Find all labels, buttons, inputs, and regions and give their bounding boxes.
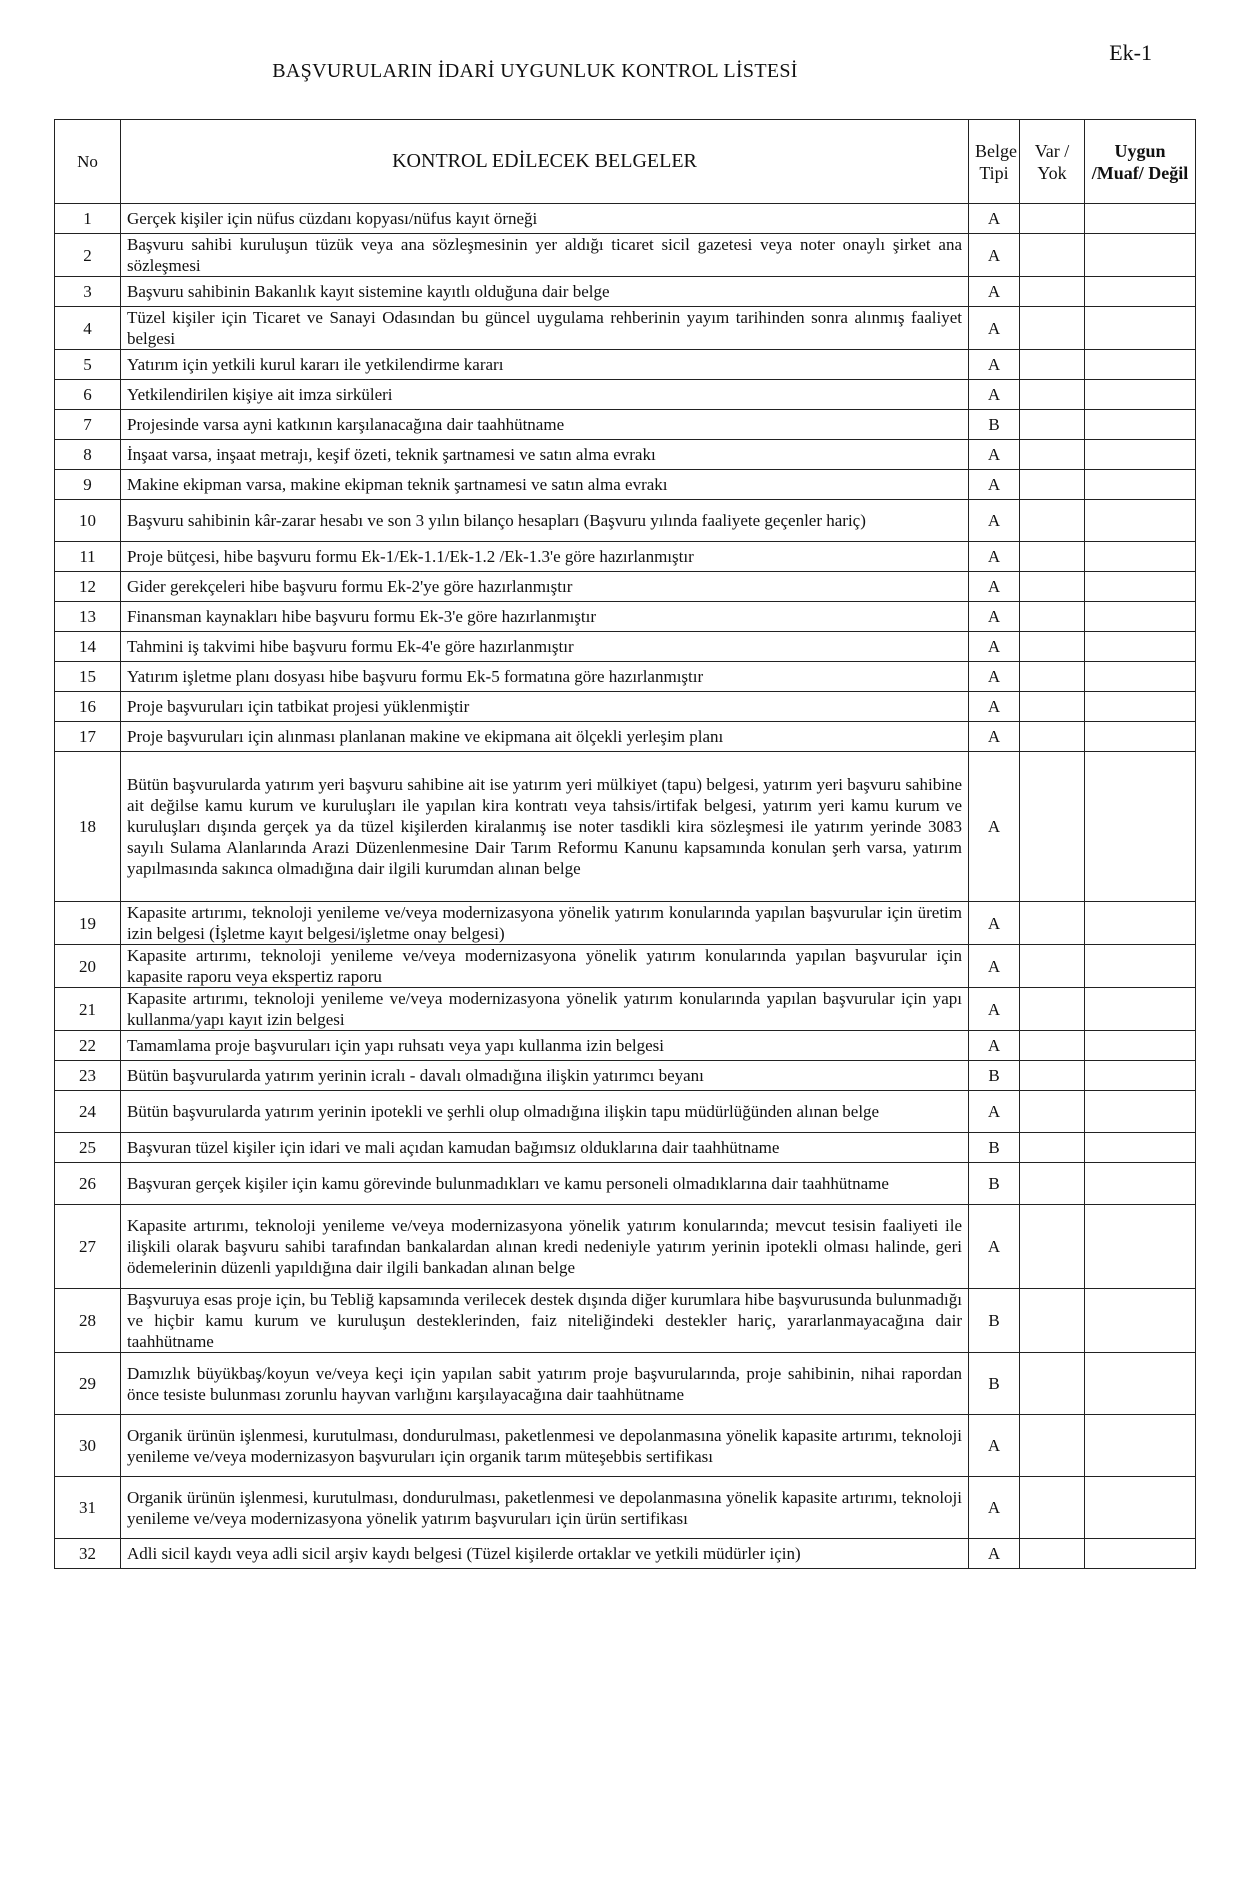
document-type: B [969,1289,1020,1353]
eligible-cell[interactable] [1085,988,1196,1031]
table-row [55,602,1196,632]
document-type: A [969,470,1020,500]
document-description: Gider gerekçeleri hibe başvuru formu Ek-2'ye göre hazırlanmıştır [121,572,969,602]
present-cell[interactable] [1020,1477,1085,1539]
document-type: A [969,277,1020,307]
table-row [55,902,1196,945]
eligible-cell[interactable] [1085,380,1196,410]
table-row [55,662,1196,692]
document-type: A [969,572,1020,602]
table-row [55,307,1196,350]
table-row [55,572,1196,602]
eligible-cell[interactable] [1085,440,1196,470]
document-description: Başvuran gerçek kişiler için kamu görevinde bulunmadıkları ve kamu personeli olmadıklarına dair taahhütname [121,1163,969,1205]
table-row [55,1031,1196,1061]
row-number: 1 [55,204,121,234]
row-number: 19 [55,902,121,945]
document-type: A [969,988,1020,1031]
document-description: Tahmini iş takvimi hibe başvuru formu Ek-4'e göre hazırlanmıştır [121,632,969,662]
eligible-cell[interactable] [1085,1163,1196,1205]
row-number: 14 [55,632,121,662]
document-description: Başvuru sahibinin kâr-zarar hesabı ve son 3 yılın bilanço hesapları (Başvuru yılında faaliyete geçenler hariç) [121,500,969,542]
document-description: Tüzel kişiler için Ticaret ve Sanayi Odasından bu güncel uygulama rehberinin yayım tarihinden sonra alınmış faaliyet belgesi [121,307,969,350]
document-description: Projesinde varsa ayni katkının karşılanacağına dair taahhütname [121,410,969,440]
present-cell[interactable] [1020,1415,1085,1477]
table-row [55,277,1196,307]
eligible-cell[interactable] [1085,1061,1196,1091]
table-row [55,1163,1196,1205]
document-description: Gerçek kişiler için nüfus cüzdanı kopyası/nüfus kayıt örneği [121,204,969,234]
present-cell[interactable] [1020,1163,1085,1205]
document-description: Finansman kaynakları hibe başvuru formu Ek-3'e göre hazırlanmıştır [121,602,969,632]
document-description: Organik ürünün işlenmesi, kurutulması, dondurulması, paketlenmesi ve depolanmasına yönelik kapasite artırımı, teknoloji yenileme ve/veya modernizasyon başvuruları için organik tarım müteşebbis sertifikası [121,1415,969,1477]
row-number: 20 [55,945,121,988]
annex-label: Ek-1 [1109,40,1152,65]
present-cell[interactable] [1020,440,1085,470]
document-type: A [969,1477,1020,1539]
document-description: Yatırım işletme planı dosyası hibe başvuru formu Ek-5 formatına göre hazırlanmıştır [121,662,969,692]
present-cell[interactable] [1020,542,1085,572]
row-number: 2 [55,234,121,277]
eligible-cell[interactable] [1085,945,1196,988]
document-description: Kapasite artırımı, teknoloji yenileme ve/veya modernizasyona yönelik yatırım konularında yapılan başvurular için üretim izin belgesi (İşletme kayıt belgesi/işletme onay belgesi) [121,902,969,945]
table-row [55,1415,1196,1477]
document-type: A [969,692,1020,722]
table-row [55,542,1196,572]
document-type: A [969,602,1020,632]
eligible-cell[interactable] [1085,1133,1196,1163]
row-number: 8 [55,440,121,470]
table-row [55,722,1196,752]
document-description: Adli sicil kaydı veya adli sicil arşiv kaydı belgesi (Tüzel kişilerde ortaklar ve yetkili müdürler için) [121,1539,969,1569]
eligible-cell[interactable] [1085,500,1196,542]
present-cell[interactable] [1020,988,1085,1031]
eligible-cell[interactable] [1085,692,1196,722]
table-row [55,380,1196,410]
document-type: A [969,440,1020,470]
present-cell[interactable] [1020,204,1085,234]
table-row [55,752,1196,902]
document-description: Bütün başvurularda yatırım yeri başvuru sahibine ait ise yatırım yeri mülkiyet (tapu) belgesi, yatırım yeri başvuru sahibine ait değilse kamu kurum ve kuruluşları ile yapılan kira kontratı veya tahsis/irtifak belgesi, yatırım yeri kamu kurum ve kuruluşları dışında gerçek ya da tüzel kişilerden kiralanmış ise noter tasdikli kira sözleşmesi ile yatırım yerinde 3083 sayılı Sulama Alanlarında Arazi Düzenlenmesine Dair Tarım Reformu Kanunu kapsamında konulan şerh varsa, yatırım yapılmasında sakınca olmadığına dair ilgili kurumdan alınan belge [121,752,969,902]
row-number: 5 [55,350,121,380]
document-description: Kapasite artırımı, teknoloji yenileme ve/veya modernizasyona yönelik yatırım konularında yapılan başvurular için kapasite raporu veya ekspertiz raporu [121,945,969,988]
row-number: 7 [55,410,121,440]
present-cell[interactable] [1020,380,1085,410]
document-description: Başvuran tüzel kişiler için idari ve mali açıdan kamudan bağımsız olduklarına dair taahhütname [121,1133,969,1163]
eligible-cell[interactable] [1085,752,1196,902]
document-description: Kapasite artırımı, teknoloji yenileme ve/veya modernizasyona yönelik yatırım konularında; mevcut tesisin faaliyeti ile ilişkili olarak başvuru sahibi tarafından bankalardan alınan kredi nedeniyle yatırım yerinin ipotekli olması halinde, geri ödemelerinin düzenli yapıldığına dair ilgili bankadan alınan belge [121,1205,969,1289]
row-number: 18 [55,752,121,902]
document-description: Organik ürünün işlenmesi, kurutulması, dondurulması, paketlenmesi ve depolanmasına yönelik kapasite artırımı, teknoloji yenileme ve/veya modernizasyona yönelik yatırım başvuruları için ürün sertifikası [121,1477,969,1539]
document-type: A [969,380,1020,410]
table-row [55,470,1196,500]
row-number: 24 [55,1091,121,1133]
present-cell[interactable] [1020,500,1085,542]
row-number: 11 [55,542,121,572]
table-row [55,1289,1196,1353]
document-description: İnşaat varsa, inşaat metrajı, keşif özeti, teknik şartnamesi ve satın alma evrakı [121,440,969,470]
eligible-cell[interactable] [1085,902,1196,945]
row-number: 16 [55,692,121,722]
header-present: Var / Yok [1020,120,1085,204]
row-number: 15 [55,662,121,692]
present-cell[interactable] [1020,662,1085,692]
present-cell[interactable] [1020,1061,1085,1091]
present-cell[interactable] [1020,1031,1085,1061]
document-type: A [969,1205,1020,1289]
table-row [55,440,1196,470]
row-number: 25 [55,1133,121,1163]
row-number: 27 [55,1205,121,1289]
row-number: 32 [55,1539,121,1569]
document-type: B [969,1061,1020,1091]
row-number: 13 [55,602,121,632]
header-document-type: Belge Tipi [969,120,1020,204]
document-description: Makine ekipman varsa, makine ekipman teknik şartnamesi ve satın alma evrakı [121,470,969,500]
eligible-cell[interactable] [1085,277,1196,307]
document-description: Yetkilendirilen kişiye ait imza sirküleri [121,380,969,410]
row-number: 3 [55,277,121,307]
document-type: A [969,752,1020,902]
table-row [55,1133,1196,1163]
eligible-cell[interactable] [1085,1091,1196,1133]
eligible-cell[interactable] [1085,470,1196,500]
present-cell[interactable] [1020,1133,1085,1163]
row-number: 28 [55,1289,121,1353]
document-type: A [969,204,1020,234]
document-description: Başvuru sahibinin Bakanlık kayıt sistemine kayıtlı olduğuna dair belge [121,277,969,307]
eligible-cell[interactable] [1085,307,1196,350]
table-row [55,1091,1196,1133]
present-cell[interactable] [1020,1289,1085,1353]
document-type: B [969,1353,1020,1415]
table-row [55,945,1196,988]
document-type: A [969,1415,1020,1477]
row-number: 10 [55,500,121,542]
document-type: A [969,307,1020,350]
present-cell[interactable] [1020,572,1085,602]
row-number: 26 [55,1163,121,1205]
page-title: BAŞVURULARIN İDARİ UYGUNLUK KONTROL LİSTESİ [272,60,798,82]
header-documents: KONTROL EDİLECEK BELGELER [121,120,969,204]
document-description: Tamamlama proje başvuruları için yapı ruhsatı veya yapı kullanma izin belgesi [121,1031,969,1061]
row-number: 9 [55,470,121,500]
eligible-cell[interactable] [1085,1289,1196,1353]
eligible-cell[interactable] [1085,1353,1196,1415]
row-number: 30 [55,1415,121,1477]
row-number: 21 [55,988,121,1031]
present-cell[interactable] [1020,1205,1085,1289]
header-no: No [55,120,121,204]
document-type: A [969,632,1020,662]
present-cell[interactable] [1020,307,1085,350]
eligible-cell[interactable] [1085,1539,1196,1569]
present-cell[interactable] [1020,1539,1085,1569]
table-row [55,1353,1196,1415]
document-description: Kapasite artırımı, teknoloji yenileme ve/veya modernizasyona yönelik yatırım konularında yapılan başvurular için yapı kullanma/yapı kayıt izin belgesi [121,988,969,1031]
row-number: 23 [55,1061,121,1091]
document-description: Başvuru sahibi kuruluşun tüzük veya ana sözleşmesinin yer aldığı ticaret sicil gazetesi veya noter onaylı şirket ana sözleşmesi [121,234,969,277]
table-row [55,350,1196,380]
eligible-cell[interactable] [1085,234,1196,277]
eligible-cell[interactable] [1085,204,1196,234]
header-eligible: Uygun /Muaf/ Değil [1085,120,1196,204]
document-type: B [969,1133,1020,1163]
document-type: A [969,662,1020,692]
document-type: A [969,500,1020,542]
eligible-cell[interactable] [1085,1205,1196,1289]
eligible-cell[interactable] [1085,1415,1196,1477]
eligible-cell[interactable] [1085,410,1196,440]
eligible-cell[interactable] [1085,572,1196,602]
present-cell[interactable] [1020,752,1085,902]
document-type: A [969,1539,1020,1569]
document-type: A [969,902,1020,945]
eligible-cell[interactable] [1085,542,1196,572]
table-row [55,500,1196,542]
present-cell[interactable] [1020,277,1085,307]
present-cell[interactable] [1020,234,1085,277]
document-description: Yatırım için yetkili kurul kararı ile yetkilendirme kararı [121,350,969,380]
checklist-table [54,119,1196,1569]
row-number: 29 [55,1353,121,1415]
present-cell[interactable] [1020,1091,1085,1133]
document-description: Bütün başvurularda yatırım yerinin icralı - davalı olmadığına ilişkin yatırımcı beyanı [121,1061,969,1091]
document-description: Başvuruya esas proje için, bu Tebliğ kapsamında verilecek destek dışında diğer kurumlara hibe başvurusunda bulunmadığı ve hiçbir kamu kurum ve kuruluşun desteklerinden, faiz niteliğindeki destekler hariç, yararlanmayacağına dair taahhütname [121,1289,969,1353]
table-row [55,204,1196,234]
row-number: 31 [55,1477,121,1539]
document-type: A [969,234,1020,277]
eligible-cell[interactable] [1085,662,1196,692]
present-cell[interactable] [1020,722,1085,752]
present-cell[interactable] [1020,692,1085,722]
present-cell[interactable] [1020,410,1085,440]
table-row [55,1477,1196,1539]
present-cell[interactable] [1020,945,1085,988]
row-number: 4 [55,307,121,350]
row-number: 6 [55,380,121,410]
row-number: 17 [55,722,121,752]
document-type: B [969,410,1020,440]
table-row [55,1539,1196,1569]
present-cell[interactable] [1020,470,1085,500]
eligible-cell[interactable] [1085,350,1196,380]
present-cell[interactable] [1020,1353,1085,1415]
document-description: Proje başvuruları için alınması planlanan makine ve ekipmana ait ölçekli yerleşim planı [121,722,969,752]
present-cell[interactable] [1020,632,1085,662]
table-row [55,1205,1196,1289]
table-row [55,692,1196,722]
table-row [55,234,1196,277]
document-description: Proje başvuruları için tatbikat projesi yüklenmiştir [121,692,969,722]
table-row [55,988,1196,1031]
present-cell[interactable] [1020,350,1085,380]
eligible-cell[interactable] [1085,722,1196,752]
eligible-cell[interactable] [1085,1477,1196,1539]
document-description: Bütün başvurularda yatırım yerinin ipotekli ve şerhli olup olmadığına ilişkin tapu müdürlüğünden alınan belge [121,1091,969,1133]
eligible-cell[interactable] [1085,1031,1196,1061]
document-type: A [969,1031,1020,1061]
present-cell[interactable] [1020,902,1085,945]
document-type: A [969,945,1020,988]
eligible-cell[interactable] [1085,602,1196,632]
table-row [55,410,1196,440]
eligible-cell[interactable] [1085,632,1196,662]
document-type: A [969,722,1020,752]
header-row [55,120,1196,204]
document-type: A [969,350,1020,380]
document-type: B [969,1163,1020,1205]
document-type: A [969,542,1020,572]
row-number: 22 [55,1031,121,1061]
present-cell[interactable] [1020,602,1085,632]
document-description: Damızlık büyükbaş/koyun ve/veya keçi için yapılan sabit yatırım proje başvurularında, proje sahibinin, nihai rapordan önce tesiste bulunması zorunlu hayvan varlığını karşılayacağına dair taahhütname [121,1353,969,1415]
document-type: A [969,1091,1020,1133]
row-number: 12 [55,572,121,602]
table-row [55,632,1196,662]
document-description: Proje bütçesi, hibe başvuru formu Ek-1/Ek-1.1/Ek-1.2 /Ek-1.3'e göre hazırlanmıştır [121,542,969,572]
table-row [55,1061,1196,1091]
